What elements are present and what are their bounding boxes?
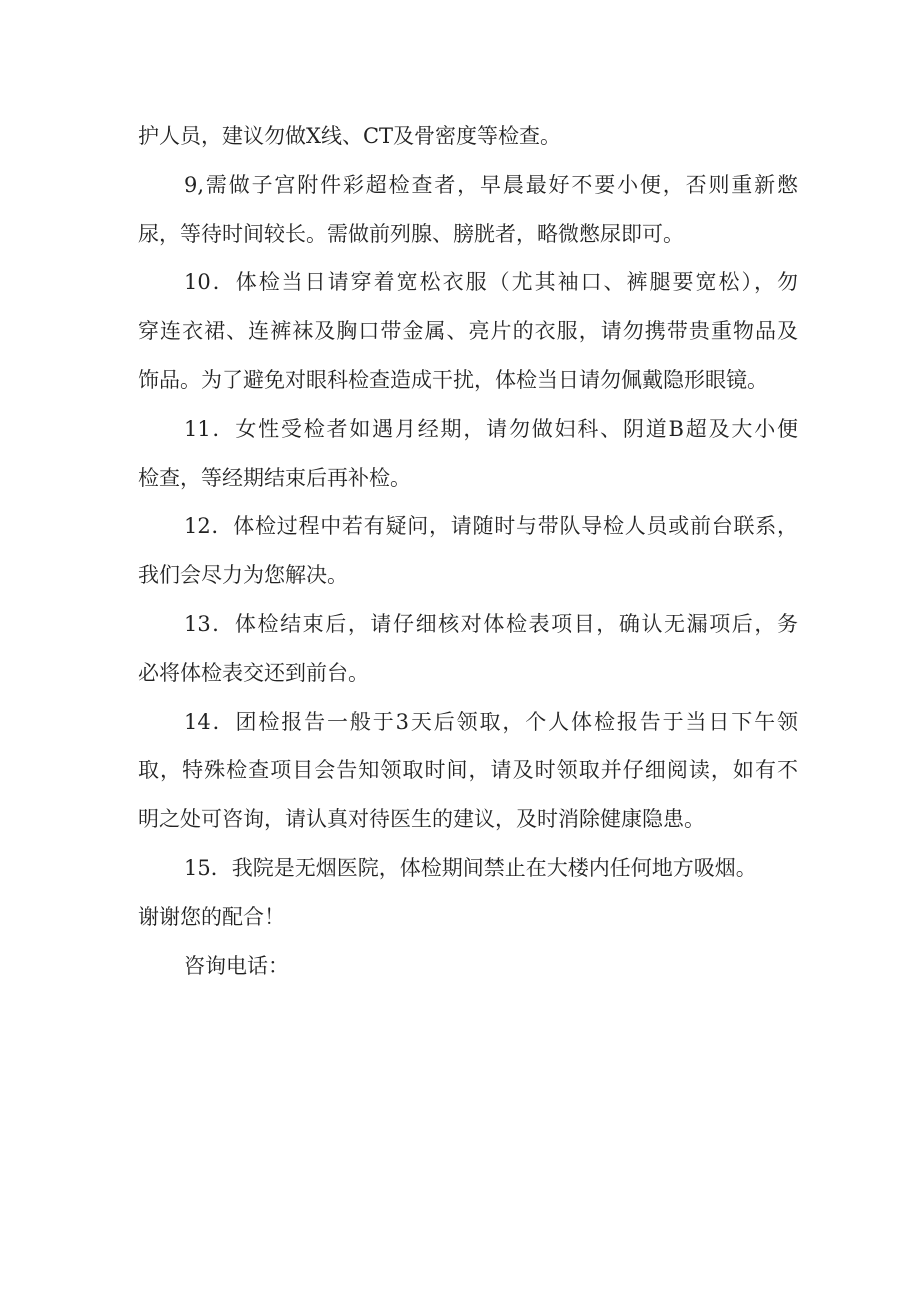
- item-11-line-2: 检查，等经期结束后再补检。: [138, 465, 411, 490]
- item-11-line-1: 11．女性受检者如遇月经期，请勿做妇科、阴道B超及大小便: [184, 416, 798, 441]
- item-9-line-2: 尿，等待时间较长。需做前列腺、膀胱者，略微憋尿即可。: [138, 221, 684, 246]
- item-15-line-2: 谢谢您的配合！: [138, 904, 285, 929]
- item-12-line-2: 我们会尽力为您解决。: [138, 563, 348, 588]
- item-13-line-1: 13．体检结束后，请仔细核对体检表项目，确认无漏项后，务: [184, 611, 798, 636]
- item-15-line-1: 15．我院是无烟医院，体检期间禁止在大楼内任何地方吸烟。: [184, 855, 757, 880]
- item-10-line-2: 穿连衣裙、连裤袜及胸口带金属、亮片的衣服，请勿携带贵重物品及: [138, 319, 798, 344]
- item-13-line-2: 必将体检表交还到前台。: [138, 660, 369, 685]
- list-item-12: [138, 502, 798, 600]
- item-12-line-1: 12．体检过程中若有疑问，请随时与带队导检人员或前台联系，: [184, 514, 798, 539]
- list-item-14: [138, 698, 798, 844]
- item-14-line-3: 明之处可咨询，请认真对待医生的建议，及时消除健康隐患。: [138, 807, 705, 832]
- item-10-line-1: 10．体检当日请穿着宽松衣服（尤其袖口、裤腿要宽松），勿: [184, 270, 798, 295]
- item-9-line-1: 9,需做子宫附件彩超检查者，早晨最好不要小便，否则重新憋: [184, 172, 798, 197]
- continuation-line: 护人员，建议勿做X线、CT及骨密度等检查。: [138, 124, 562, 148]
- document-body: [138, 112, 798, 990]
- list-item-15: [138, 844, 798, 942]
- item-14-line-2: 取，特殊检查项目会告知领取时间，请及时领取并仔细阅读，如有不: [138, 758, 798, 783]
- item-10-line-3: 饰品。为了避免对眼科检查造成干扰，体检当日请勿佩戴隐形眼镜。: [138, 367, 768, 392]
- list-item-10: [138, 258, 798, 404]
- list-item-11: [138, 405, 798, 503]
- list-item-9: [138, 161, 798, 259]
- item-14-line-1: 14．团检报告一般于3天后领取，个人体检报告于当日下午领: [184, 709, 798, 734]
- list-item-13: [138, 600, 798, 698]
- contact-phone-label: 咨询电话：: [184, 953, 289, 978]
